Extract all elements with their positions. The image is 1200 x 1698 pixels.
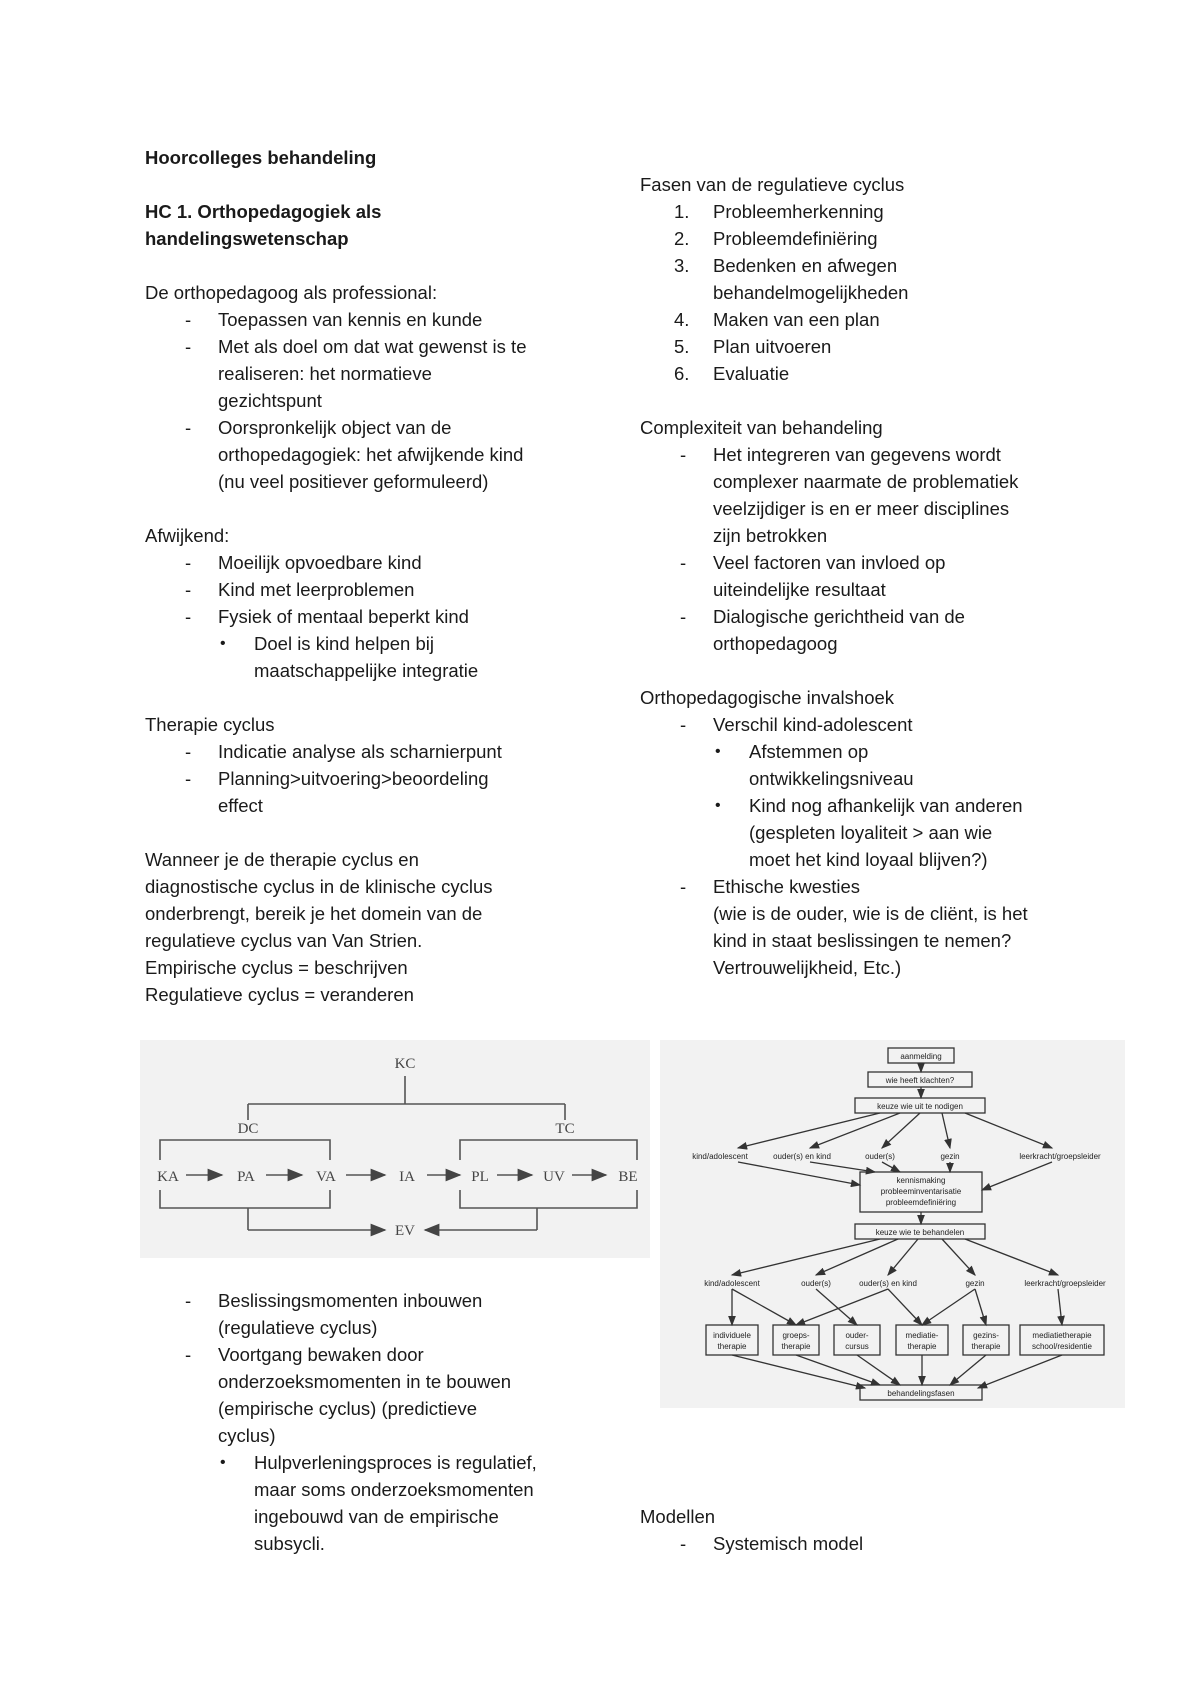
section-heading-therapie: Therapie cyclus <box>145 714 275 735</box>
list-item <box>145 1341 645 1449</box>
right-column <box>640 171 1160 981</box>
invalshoek-item1 <box>640 711 1160 738</box>
flow-therapy5-line2: therapie <box>971 1342 1001 1351</box>
item-text-line: subsycli. <box>254 1533 325 1554</box>
flow-therapy2-line1: groeps- <box>782 1331 810 1340</box>
lecture-heading-line2: handelingswetenschap <box>145 228 349 249</box>
item-text-line: Planning>uitvoering>beoordeling <box>218 768 489 789</box>
dash-marker: - <box>680 552 687 573</box>
item-text-line: uiteindelijke resultaat <box>713 579 886 600</box>
item-text-line: Vertrouwelijkheid, Etc.) <box>713 957 902 978</box>
bullet-item <box>145 630 645 684</box>
node-ev: EV <box>395 1223 415 1239</box>
flow-therapy1-line2: therapie <box>717 1342 747 1351</box>
item-text-line: orthopedagogiek: het afwijkende kind <box>218 444 524 465</box>
flow-probleeminventarisatie: probleeminventarisatie <box>880 1187 962 1196</box>
node-be: BE <box>618 1169 638 1185</box>
dash-marker: - <box>185 606 192 627</box>
flow-group1-ouders: ouder(s) <box>865 1152 895 1161</box>
therapie-list <box>145 738 645 819</box>
item-text-line: Fysiek of mentaal beperkt kind <box>218 606 469 627</box>
flow-group1-kind: kind/adolescent <box>692 1152 748 1161</box>
item-text-line: Probleemdefiniëring <box>713 228 878 249</box>
dash-marker: - <box>680 606 687 627</box>
flow-group2-ouders-kind: ouder(s) en kind <box>859 1279 917 1288</box>
item-text-line: maatschappelijke integratie <box>254 660 479 681</box>
number-marker: 2. <box>674 228 690 249</box>
node-tc: TC <box>555 1121 575 1137</box>
node-ka: KA <box>157 1169 179 1185</box>
list-item <box>145 765 645 819</box>
node-kc: KC <box>394 1056 416 1072</box>
item-text-line: Dialogische gerichtheid van de <box>713 606 965 627</box>
item-text-line: Maken van een plan <box>713 309 880 330</box>
flow-therapy1-line1: individuele <box>713 1331 751 1340</box>
list-item <box>145 603 645 630</box>
list-item <box>640 603 1160 657</box>
section-heading-modellen: Modellen <box>640 1506 716 1527</box>
item-text-line: Oorspronkelijk object van de <box>218 417 452 438</box>
list-item <box>145 414 645 495</box>
flow-therapy6-line1: mediatietherapie <box>1032 1331 1092 1340</box>
left-lower-column <box>145 1287 645 1557</box>
dash-marker: - <box>680 1533 687 1554</box>
node-dc: DC <box>237 1121 259 1137</box>
number-marker: 3. <box>674 255 690 276</box>
list-item <box>640 441 1160 549</box>
section-heading-complexiteit: Complexiteit van behandeling <box>640 417 883 438</box>
item-text-line: Kind met leerproblemen <box>218 579 415 600</box>
flow-group2-leerkracht: leerkracht/groepsleider <box>1024 1279 1106 1288</box>
flow-probleemdefiniering: probleemdefiniëring <box>885 1198 957 1207</box>
item-text-line: Doel is kind helpen bij <box>254 633 434 654</box>
flow-group2-ouders: ouder(s) <box>801 1279 831 1288</box>
right-lower-column <box>640 1503 1160 1557</box>
node-pa: PA <box>237 1169 255 1185</box>
number-marker: 4. <box>674 309 690 330</box>
flow-therapy3-line2: cursus <box>845 1342 869 1351</box>
flow-therapy3-line1: ouder- <box>845 1331 869 1340</box>
flow-therapy4-line1: mediatie- <box>905 1331 939 1340</box>
paragraph-line: regulatieve cyclus van Van Strien. <box>145 930 423 951</box>
item-text-line: moet het kind loyaal blijven?) <box>749 849 988 870</box>
item-text-line: maar soms onderzoeksmomenten <box>254 1479 534 1500</box>
paragraph-line: Empirische cyclus = beschrijven <box>145 957 408 978</box>
flow-keuze-behandelen: keuze wie te behandelen <box>875 1228 965 1237</box>
item-text-line: Ethische kwesties <box>713 876 861 897</box>
flow-behandelingsfasen: behandelingsfasen <box>887 1389 955 1398</box>
flow-group1-leerkracht: leerkracht/groepsleider <box>1019 1152 1101 1161</box>
flow-group2-kind: kind/adolescent <box>704 1279 760 1288</box>
section-heading-fasen: Fasen van de regulatieve cyclus <box>640 174 905 195</box>
item-text-line: Systemisch model <box>713 1533 864 1554</box>
number-marker: 5. <box>674 336 690 357</box>
document-title: Hoorcolleges behandeling <box>145 147 377 168</box>
wanneer-paragraph <box>145 846 645 1008</box>
bullet-item <box>640 792 1160 873</box>
number-marker: 1. <box>674 201 690 222</box>
professional-list <box>145 306 645 495</box>
dash-marker: - <box>185 336 192 357</box>
section-heading-professional: De orthopedagoog als professional: <box>145 282 438 303</box>
list-item <box>640 1530 1160 1557</box>
bullet-marker: • <box>220 635 226 652</box>
numbered-item <box>640 252 1160 306</box>
list-item <box>145 1287 645 1341</box>
node-pl: PL <box>471 1169 489 1185</box>
item-text-line: (nu veel positiever geformuleerd) <box>218 471 489 492</box>
item-text-line: complexer naarmate de problematiek <box>713 471 1019 492</box>
after-diagram-sublist <box>145 1449 645 1557</box>
dash-marker: - <box>185 417 192 438</box>
list-item <box>145 738 645 765</box>
item-text-line: Toepassen van kennis en kunde <box>218 309 483 330</box>
list-item <box>640 549 1160 603</box>
item-text-line: (wie is de ouder, wie is de cliënt, is het <box>713 903 1028 924</box>
section-heading-afwijkend: Afwijkend: <box>145 525 230 546</box>
bullet-item <box>640 738 1160 792</box>
item-text-line: (gespleten loyaliteit > aan wie <box>749 822 993 843</box>
item-text-line: Verschil kind-adolescent <box>713 714 913 735</box>
item-text-line: ingebouwd van de empirische <box>254 1506 499 1527</box>
item-text-line: Afstemmen op <box>749 741 869 762</box>
item-text-line: onderzoeksmomenten in te bouwen <box>218 1371 512 1392</box>
item-text-line: (empirische cyclus) (predictieve <box>218 1398 478 1419</box>
item-text-line: cyclus) <box>218 1425 276 1446</box>
afwijkend-sublist <box>145 630 645 684</box>
bullet-marker: • <box>715 743 721 760</box>
list-item <box>145 549 645 576</box>
afwijkend-list <box>145 549 645 630</box>
node-va: VA <box>316 1169 336 1185</box>
item-text-line: kind in staat beslissingen te nemen? <box>713 930 1012 951</box>
flow-aanmelding: aanmelding <box>900 1052 942 1061</box>
item-text-line: Veel factoren van invloed op <box>713 552 946 573</box>
item-text-line: Beslissingsmomenten inbouwen <box>218 1290 483 1311</box>
flow-group2-gezin: gezin <box>965 1279 985 1288</box>
flow-therapy2-line2: therapie <box>781 1342 811 1351</box>
item-text-line: Probleemherkenning <box>713 201 884 222</box>
item-text-line: Indicatie analyse als scharnierpunt <box>218 741 502 762</box>
dash-marker: - <box>680 444 687 465</box>
flow-therapy5-line1: gezins- <box>973 1331 999 1340</box>
item-text-line: ontwikkelingsniveau <box>749 768 914 789</box>
item-text-line: veelzijdiger is en er meer disciplines <box>713 498 1010 519</box>
bullet-marker: • <box>715 797 721 814</box>
list-item <box>640 711 1160 738</box>
item-text-line: Evaluatie <box>713 363 790 384</box>
node-ia: IA <box>399 1169 415 1185</box>
dash-marker: - <box>185 552 192 573</box>
item-text-line: gezichtspunt <box>218 390 322 411</box>
dash-marker: - <box>680 876 687 897</box>
after-diagram-list <box>145 1287 645 1449</box>
item-text-line: effect <box>218 795 263 816</box>
number-marker: 6. <box>674 363 690 384</box>
flow-therapy6-line2: school/residentie <box>1031 1342 1093 1351</box>
list-item <box>145 333 645 414</box>
flow-therapy4-line2: therapie <box>907 1342 937 1351</box>
left-column <box>145 144 645 1008</box>
dash-marker: - <box>185 309 192 330</box>
cycle-diagram <box>140 1040 650 1258</box>
section-heading-invalshoek: Orthopedagogische invalshoek <box>640 687 895 708</box>
numbered-item <box>640 360 1160 387</box>
item-text-line: orthopedagoog <box>713 633 838 654</box>
item-text-line: zijn betrokken <box>713 525 828 546</box>
item-text-line: Voortgang bewaken door <box>218 1344 424 1365</box>
item-text-line: Moeilijk opvoedbare kind <box>218 552 422 573</box>
paragraph-line: onderbrengt, bereik je het domein van de <box>145 903 483 924</box>
treatment-flowchart <box>660 1040 1125 1408</box>
item-text-line: Met als doel om dat wat gewenst is te <box>218 336 527 357</box>
flow-group1-ouders-kind: ouder(s) en kind <box>773 1152 831 1161</box>
dash-marker: - <box>185 1344 192 1365</box>
paragraph-line: Wanneer je de therapie cyclus en <box>145 849 419 870</box>
node-uv: UV <box>543 1169 565 1185</box>
flow-wie-klachten: wie heeft klachten? <box>885 1076 955 1085</box>
item-text-line: Hulpverleningsproces is regulatief, <box>254 1452 537 1473</box>
flow-kennismaking: kennismaking <box>896 1176 946 1185</box>
invalshoek-item2 <box>640 873 1160 981</box>
numbered-item <box>640 225 1160 252</box>
item-text-line: Bedenken en afwegen <box>713 255 898 276</box>
dash-marker: - <box>185 768 192 789</box>
item-text-line: realiseren: het normatieve <box>218 363 432 384</box>
item-text-line: Het integreren van gegevens wordt <box>713 444 1001 465</box>
bullet-item <box>145 1449 645 1557</box>
numbered-item <box>640 333 1160 360</box>
numbered-item <box>640 198 1160 225</box>
complexiteit-list <box>640 441 1160 657</box>
item-text-line: Plan uitvoeren <box>713 336 832 357</box>
paragraph-line: Regulatieve cyclus = veranderen <box>145 984 414 1005</box>
item-text-line: behandelmogelijkheden <box>713 282 909 303</box>
list-item <box>145 306 645 333</box>
dash-marker: - <box>185 741 192 762</box>
numbered-item <box>640 306 1160 333</box>
bullet-marker: • <box>220 1454 226 1471</box>
modellen-list <box>640 1530 1160 1557</box>
item-text-line: Kind nog afhankelijk van anderen <box>749 795 1023 816</box>
fasen-list <box>640 198 1160 387</box>
dash-marker: - <box>680 714 687 735</box>
list-item <box>640 873 1160 981</box>
invalshoek-sublist <box>640 738 1160 873</box>
flow-group1-gezin: gezin <box>940 1152 960 1161</box>
paragraph-line: diagnostische cyclus in de klinische cyclus <box>145 876 493 897</box>
item-text-line: (regulatieve cyclus) <box>218 1317 378 1338</box>
list-item <box>145 576 645 603</box>
flow-keuze-uitnodigen: keuze wie uit te nodigen <box>877 1102 963 1111</box>
dash-marker: - <box>185 1290 192 1311</box>
lecture-heading-line1: HC 1. Orthopedagogiek als <box>145 201 382 222</box>
dash-marker: - <box>185 579 192 600</box>
